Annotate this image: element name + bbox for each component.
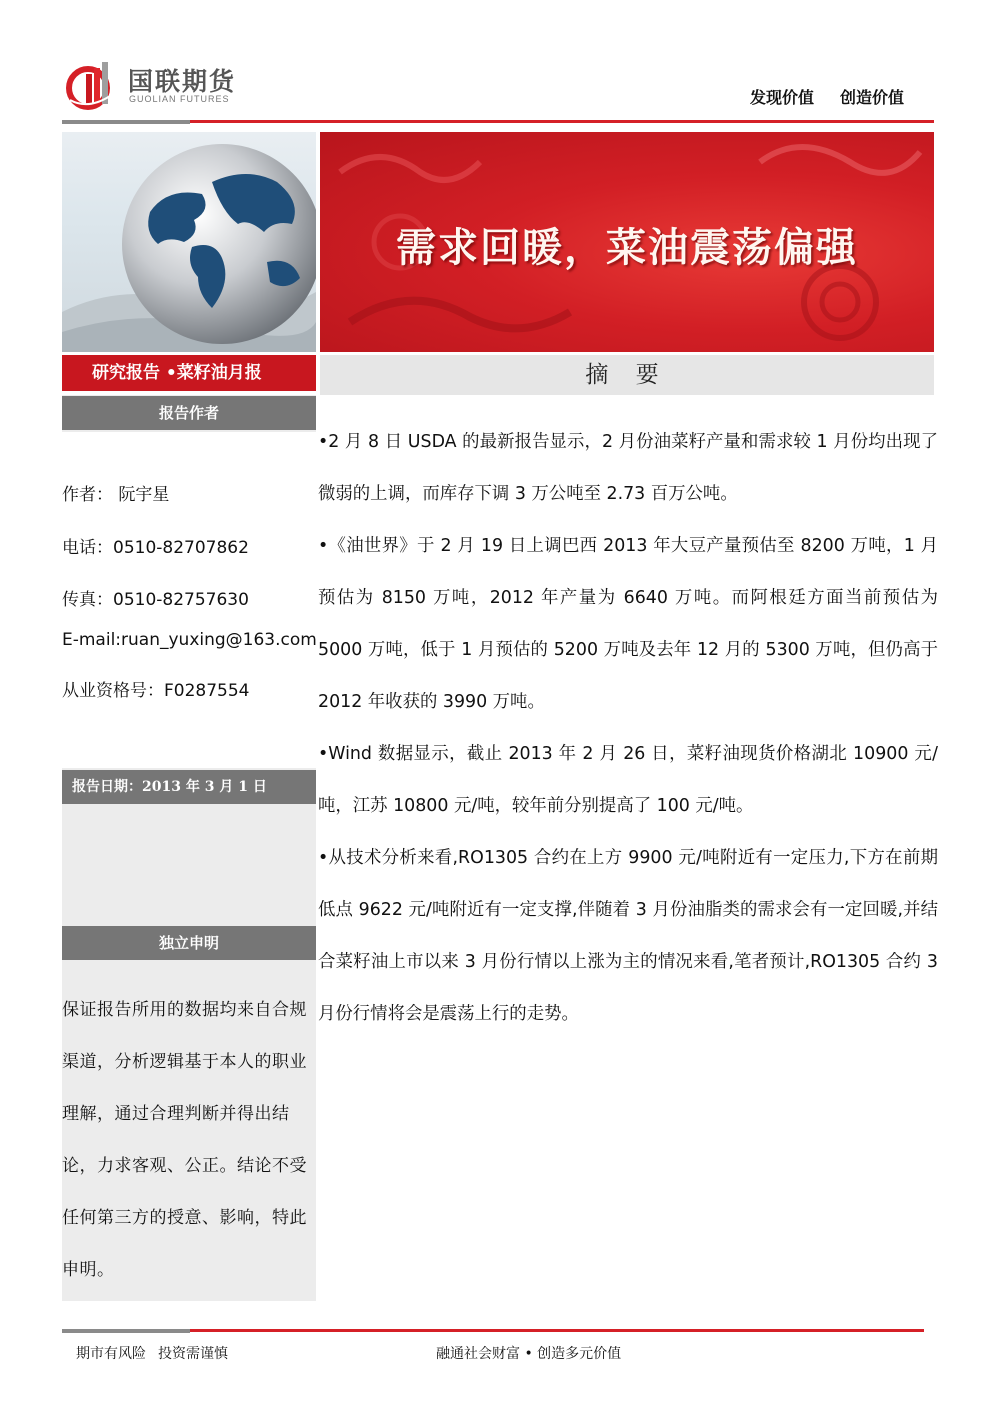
footer-divider-red — [190, 1329, 924, 1332]
footer-risk-warning — [76, 1343, 228, 1363]
logo-english-name: GUOLIAN FUTURES — [129, 94, 230, 104]
company-logo — [66, 60, 266, 110]
independence-statement: 保证报告所用的数据均来自合规渠道，分析逻辑基于本人的职业理解，通过合理判断并得出结论，力求客观、公正。结论不受任何第三方的授意、影响，特此申明。 — [62, 1000, 307, 1280]
report-category: 研究报告 •菜籽油月报 — [62, 355, 316, 391]
author-heading: 报告作者 — [62, 396, 316, 430]
abstract-paragraph: •Wind 数据显示，截止 2013 年 2 月 26 日，菜籽油现货价格湖北 10900 元/吨，江苏 10800 元/吨，较年前分别提高了 100 元/吨。 — [318, 744, 938, 816]
abstract-paragraph: •《油世界》于 2 月 19 日上调巴西 2013 年大豆产量预估至 8200 万吨，1 月预估为 8150 万吨，2012 年产量为 6640 万吨。而阿根廷方面当前预估为 5000 万吨，低于 1 月预估的 5200 万吨及去年 12 月的 5300 万吨，但仍高于 2012 年收获的 3990 万吨。 — [318, 536, 938, 712]
slogan-discover: 发现价值 — [749, 88, 814, 107]
author-phone: 电话：0510-82707862 — [62, 538, 249, 558]
title-banner — [320, 132, 934, 352]
statement-heading: 独立申明 — [62, 926, 316, 960]
author-email: E-mail:ruan_yuxing@163.com — [62, 630, 317, 650]
abstract-paragraph: •2 月 8 日 USDA 的最新报告显示，2 月份油菜籽产量和需求较 1 月份均出现了微弱的上调，而库存下调 3 万公吨至 2.73 百万公吨。 — [318, 432, 938, 504]
logo-emblem-icon — [66, 60, 122, 110]
report-date: 报告日期：2013 年 3 月 1 日 — [62, 770, 316, 804]
footer-divider-gray — [62, 1329, 190, 1333]
globe-image — [62, 132, 316, 352]
abstract-heading: 摘 要 — [320, 355, 934, 395]
author-fax: 传真：0510-82757630 — [62, 590, 249, 610]
abstract-paragraph: •从技术分析来看,RO1305 合约在上方 9900 元/吨附近有一定压力,下方在前期低点 9622 元/吨附近有一定支撑,伴随着 3 月份油脂类的需求会有一定回暖,并结合菜籽油上市以来 3 月份行情以上涨为主的情况来看,笔者预计,RO1305 合约 3 月份行情将会是震荡上行的走势。 — [318, 848, 938, 1024]
header-divider-red — [190, 120, 934, 123]
report-title: 需求回暖，菜油震荡偏强 — [396, 225, 858, 271]
footer-risk-2: 投资需谨慎 — [158, 1346, 228, 1362]
header-slogan — [750, 85, 904, 108]
header-divider-gray — [62, 120, 190, 124]
author-license: 从业资格号：F0287554 — [62, 681, 250, 701]
slogan-create: 创造价值 — [839, 88, 904, 107]
footer-risk-1: 期市有风险 — [76, 1346, 146, 1362]
logo-chinese-name: 国联期货 — [128, 67, 237, 96]
globe-icon — [62, 132, 316, 352]
author-name: 作者： 阮宇星 — [62, 485, 170, 505]
footer-motto: 融通社会财富 • 创造多元价值 — [436, 1346, 622, 1362]
abstract-body — [318, 416, 938, 1040]
